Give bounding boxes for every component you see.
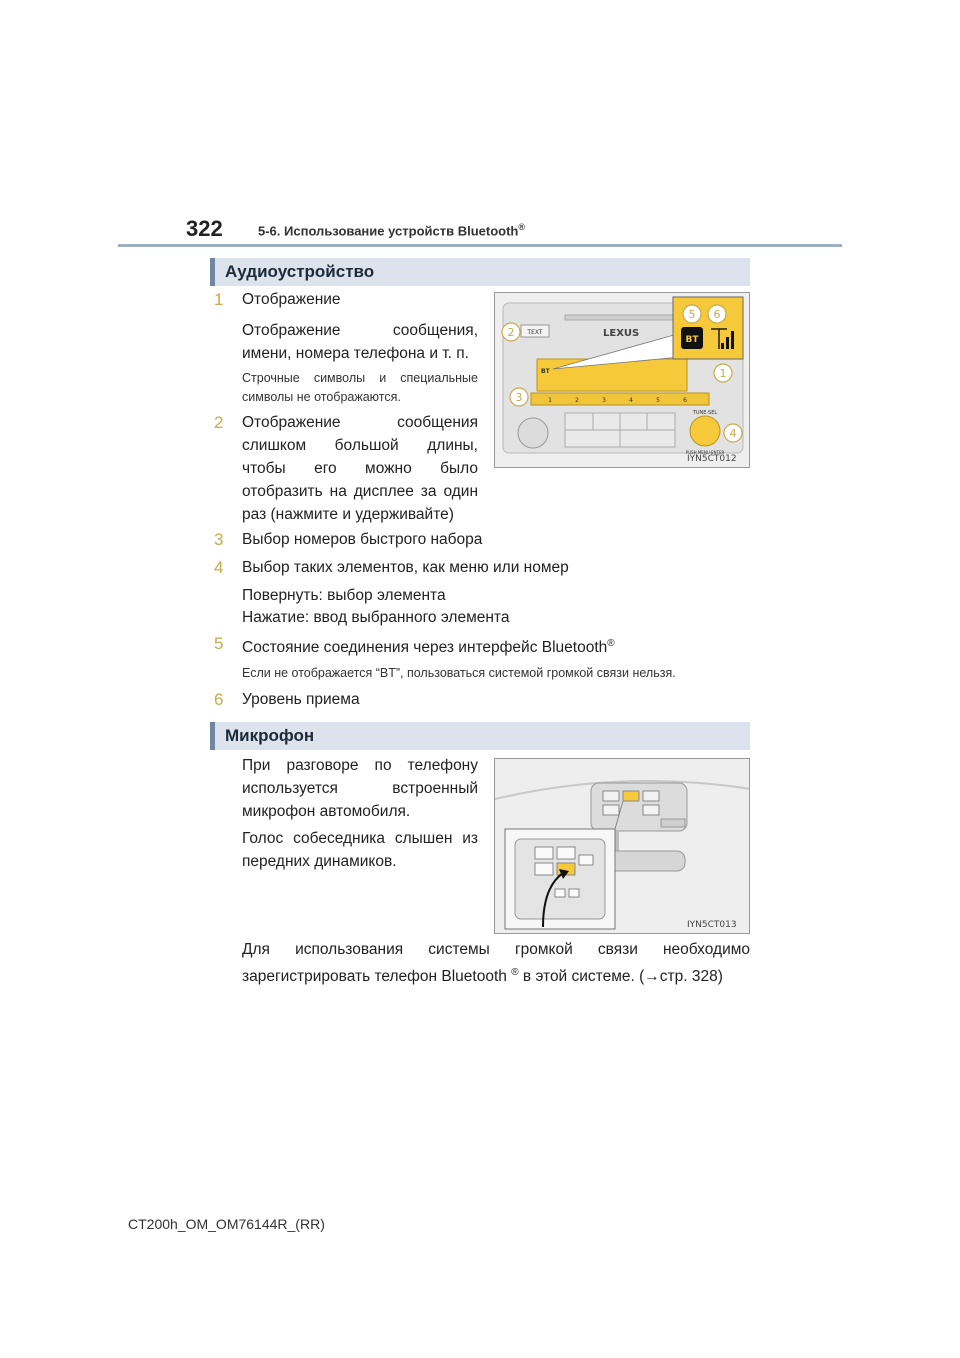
- figure1-label: IYN5CT012: [687, 454, 737, 464]
- header-rule: [118, 244, 842, 247]
- preset-2: 2: [575, 397, 579, 404]
- mic-p2-line1: Голос собеседника слышен из: [242, 830, 478, 847]
- mic-p1-line2: используется встроенный: [242, 780, 478, 797]
- item1-line1: Отображение сообщения,: [242, 322, 478, 339]
- preset-5: 5: [656, 397, 660, 404]
- callout-1: 1: [719, 367, 727, 380]
- page-number: 322: [186, 216, 223, 241]
- item1-line2: имени, номера телефона и т. п.: [242, 345, 469, 362]
- final-line2a: зарегистрировать телефон Bluetooth: [242, 968, 507, 986]
- marker-4: 4: [214, 558, 224, 577]
- preset-6: 6: [683, 397, 687, 404]
- mic-section-bar: [210, 722, 750, 750]
- mic-p1-line3: микрофон автомобиля.: [242, 803, 411, 820]
- section-title-sup: ®: [518, 222, 525, 232]
- item5-note: Если не отображается “BT”, пользоваться системой громкой связи нельзя.: [242, 666, 676, 680]
- preset-3: 3: [602, 397, 606, 404]
- final-line2: [242, 961, 723, 989]
- marker-6: 6: [214, 690, 224, 709]
- audio-unit-figure: [494, 292, 750, 468]
- callout-5: 5: [688, 308, 696, 321]
- marker-3: 3: [214, 530, 224, 549]
- callout-3: 3: [515, 391, 523, 404]
- marker-5: 5: [214, 634, 224, 653]
- callout-6: 6: [713, 308, 721, 321]
- item4-text: Выбор таких элементов, как меню или номер: [242, 559, 569, 576]
- push-menu-enter-label: PUSH MENU·ENTER: [685, 450, 725, 455]
- section-title: [258, 222, 525, 238]
- item5-label: Состояние соединения через интерфейс Bluetooth: [242, 639, 608, 657]
- item2-line2: слишком большой длины,: [242, 437, 478, 454]
- mic-p2-line2: передних динамиков.: [242, 853, 397, 870]
- item5-text: [242, 632, 615, 660]
- microphone-figure: [494, 758, 750, 934]
- mic-section-title: Микрофон: [225, 726, 315, 745]
- item4-sub1: Повернуть: выбор элемента: [242, 587, 446, 604]
- microphone-drawing: [495, 759, 750, 934]
- item6-text: Уровень приема: [242, 691, 360, 708]
- item3-text: Выбор номеров быстрого набора: [242, 531, 483, 548]
- final-line1: Для использования системы громкой связи необходимо: [242, 941, 750, 958]
- tune-sel-label: TUNE·SEL: [692, 410, 718, 416]
- marker-1: 1: [214, 290, 224, 309]
- item1-note1: Строчные символы и специальные: [242, 371, 478, 385]
- audio-section-title: Аудиоустройство: [225, 262, 375, 281]
- item2-line1: Отображение сообщения: [242, 414, 478, 431]
- text-button-label: TEXT: [527, 329, 543, 336]
- marker-2: 2: [214, 413, 224, 432]
- final-sup: ®: [511, 967, 519, 978]
- item1-note2: символы не отображаются.: [242, 390, 401, 404]
- item4-sub2: Нажатие: ввод выбранного элемента: [242, 609, 510, 626]
- item2-line5: раз (нажмите и удерживайте): [242, 506, 454, 523]
- preset-4: 4: [629, 397, 633, 404]
- item5-sup: ®: [607, 638, 615, 649]
- callout-4: 4: [729, 427, 737, 440]
- item2-line3: чтобы его можно было: [242, 460, 478, 477]
- section-title-text: 5-6. Использование устройств Bluetooth: [258, 223, 519, 239]
- item1-title: Отображение: [242, 291, 341, 308]
- audio-unit-drawing: [495, 293, 750, 468]
- callout-2: 2: [507, 326, 515, 339]
- preset-1: 1: [548, 397, 552, 404]
- final-line2b: в этой системе. (→стр. 328): [522, 968, 723, 986]
- display-bt-small: BT: [541, 368, 550, 375]
- item2-line4: отобразить на дисплее за один: [242, 483, 478, 500]
- figure2-label: IYN5CT013: [687, 920, 737, 930]
- display-bt-zoom: BT: [685, 335, 699, 345]
- footer-code: CT200h_OM_OM76144R_(RR): [128, 1216, 325, 1232]
- mic-p1-line1: При разговоре по телефону: [242, 757, 478, 774]
- brand-logo-text: LEXUS: [603, 328, 640, 339]
- audio-section-bar: [210, 258, 750, 286]
